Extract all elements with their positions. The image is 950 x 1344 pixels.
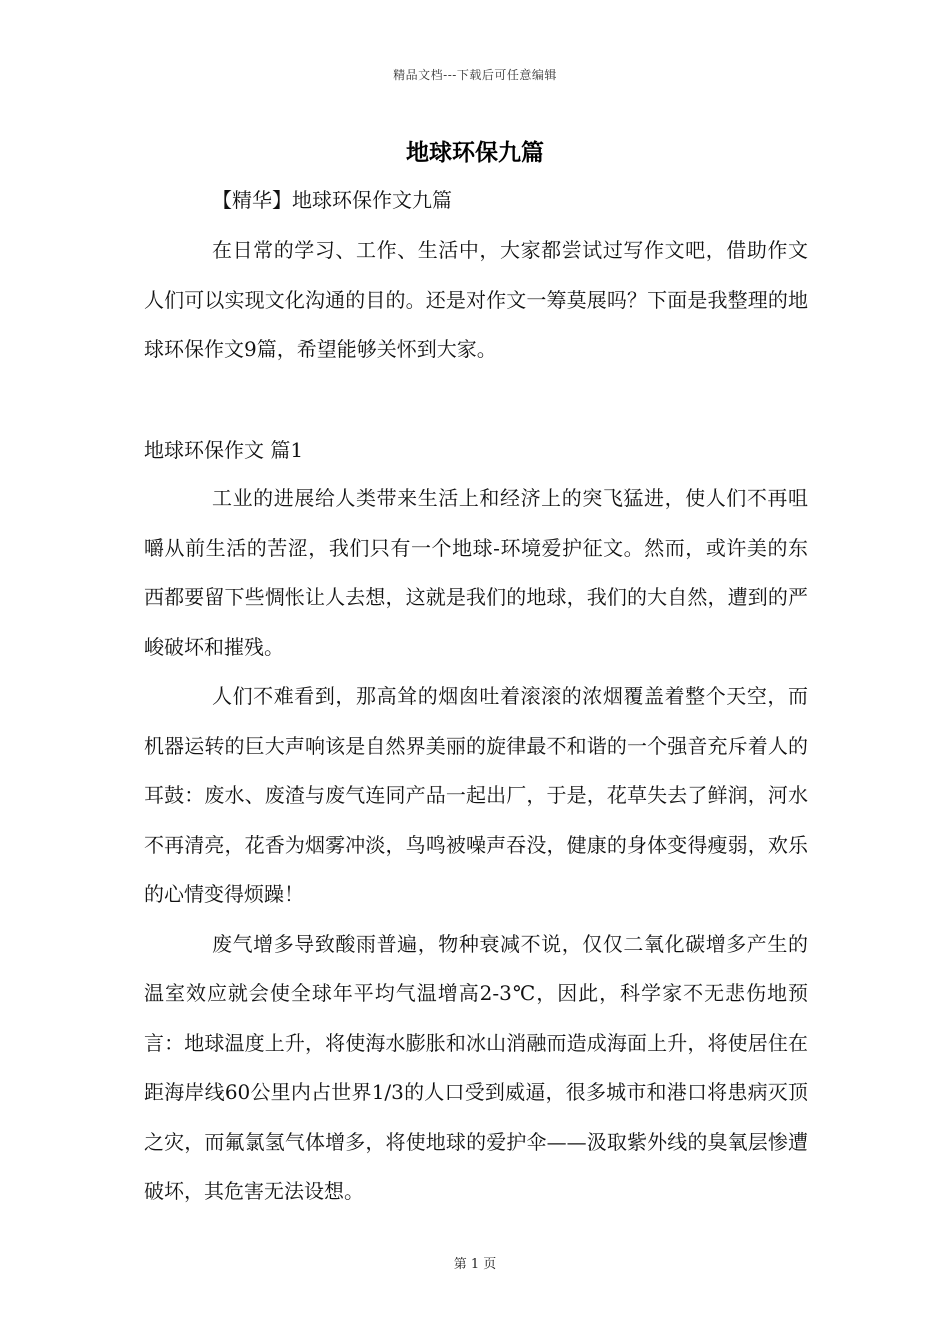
body-paragraph-2: 人们不难看到，那高耸的烟囱吐着滚滚的浓烟覆盖着整个天空，而机器运转的巨大声响该是自然界美丽的旋律最不和谐的一个强音充斥着人的耳鼓：废水、废渣与废气连同产品一起出厂，于是，花草失去了鲜润，河水不再清亮，花香为烟雾冲淡，鸟鸣被噪声吞没，健康的身体变得瘦弱，欢乐的心情变得烦躁！ xyxy=(144,684,808,906)
header-note: 精品文档---下载后可任意编辑 xyxy=(393,68,557,82)
body-paragraph-1: 工业的进展给人类带来生活上和经济上的突飞猛进，使人们不再咀嚼从前生活的苦涩，我们只有一个地球-环境爱护征文。然而，或许美的东西都要留下些惆怅让人去想，这就是我们的地球，我们的大自然，遭到的严峻破坏和摧残。 xyxy=(144,486,808,659)
page-number: 第 1 页 xyxy=(453,1257,497,1272)
essay-body xyxy=(144,474,808,1217)
document-title: 地球环保九篇 xyxy=(406,139,544,166)
body-paragraph-3: 废气增多导致酸雨普遍，物种衰减不说，仅仅二氧化碳增多产生的温室效应就会使全球年平均气温增高2-3℃，因此，科学家不无悲伤地预言：地球温度上升，将使海水膨胀和冰山消融而造成海面上升，将使居住在距海岸线60公里内占世界1/3的人口受到威逼，很多城市和港口将患病灭顶之灾，而氟氯氢气体增多，将使地球的爱护伞——汲取紫外线的臭氧层惨遭破坏，其危害无法设想。 xyxy=(144,931,808,1203)
section-heading: 地球环保作文 篇1 xyxy=(144,438,304,462)
document-subtitle: 【精华】地球环保作文九篇 xyxy=(212,188,452,212)
intro-paragraph: 在日常的学习、工作、生活中，大家都尝试过写作文吧，借助作文人们可以实现文化沟通的目的。还是对作文一筹莫展吗？下面是我整理的地球环保作文9篇，希望能够关怀到大家。 xyxy=(144,238,808,361)
intro-block xyxy=(144,226,808,375)
